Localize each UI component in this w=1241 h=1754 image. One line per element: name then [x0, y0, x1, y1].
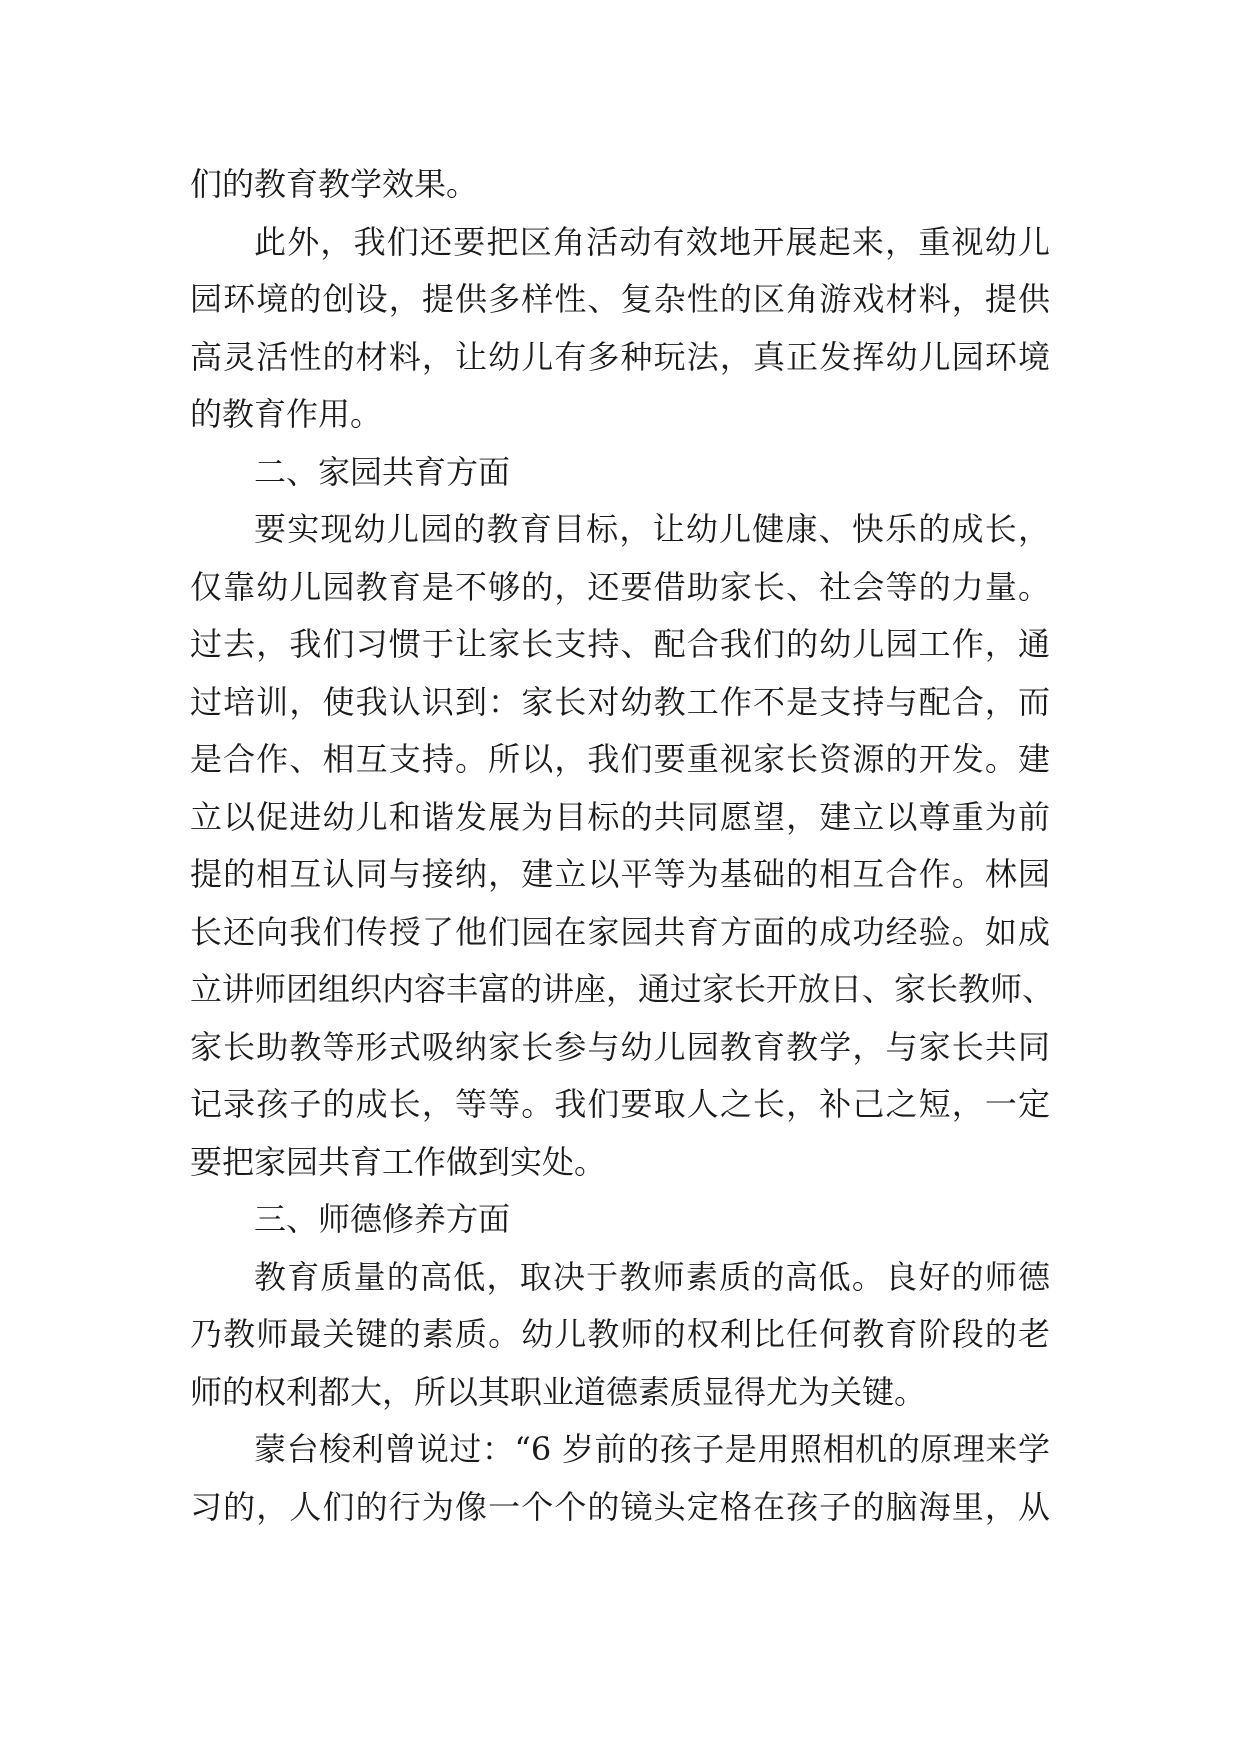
text-line: 仅靠幼儿园教育是不够的，还要借助家长、社会等的力量。: [190, 567, 1050, 606]
text-line: 是合作、相互支持。所以，我们要重视家长资源的开发。建: [190, 740, 1050, 778]
text-line: 过去，我们习惯于让家长支持、配合我们的幼儿园工作，通: [190, 625, 1050, 663]
paragraph-first-line: 蒙台梭利曾说过：“6 岁前的孩子是用照相机的原理来学: [254, 1430, 1050, 1468]
text-line: 长还向我们传授了他们园在家园共育方面的成功经验。如成: [190, 912, 1050, 951]
text-line: 家长助教等形式吸纳家长参与幼儿园教育教学，与家长共同: [190, 1027, 1050, 1066]
text-line: 要把家园共育工作做到实处。: [190, 1142, 607, 1181]
text-line: 们的教育教学效果。: [190, 165, 479, 203]
paragraph-first-line: 教育质量的高低，取决于教师素质的高低。良好的师德: [254, 1257, 1050, 1296]
paragraph-first-line: 此外，我们还要把区角活动有效地开展起来，重视幼儿: [254, 222, 1050, 261]
text-line: 师的权利都大，所以其职业道德素质显得尤为关键。: [190, 1372, 927, 1411]
text-line: 立以促进幼儿和谐发展为目标的共同愿望，建立以尊重为前: [190, 797, 1050, 836]
text-line: 提的相互认同与接纳，建立以平等为基础的相互合作。林园: [190, 855, 1050, 893]
text-line: 习的，人们的行为像一个个的镜头定格在孩子的脑海里，从: [190, 1487, 1050, 1526]
text-line: 的教育作用。: [190, 395, 383, 433]
document-body: [190, 156, 1055, 1536]
paragraph-first-line: 要实现幼儿园的教育目标，让幼儿健康、快乐的成长，: [254, 510, 1050, 548]
text-line: 记录孩子的成长，等等。我们要取人之长，补己之短，一定: [190, 1085, 1050, 1123]
text-line: 高灵活性的材料，让幼儿有多种玩法，真正发挥幼儿园环境: [190, 337, 1050, 376]
text-line: 乃教师最关键的素质。幼儿教师的权利比任何教育阶段的老: [190, 1315, 1050, 1353]
section-heading: 二、家园共育方面: [254, 452, 511, 491]
text-line: 园环境的创设，提供多样性、复杂性的区角游戏材料，提供: [190, 280, 1050, 318]
text-line: 过培训，使我认识到：家长对幼教工作不是支持与配合，而: [190, 682, 1050, 721]
text-line: 立讲师团组织内容丰富的讲座，通过家长开放日、家长教师、: [190, 970, 1055, 1008]
section-heading: 三、师德修养方面: [254, 1200, 511, 1238]
